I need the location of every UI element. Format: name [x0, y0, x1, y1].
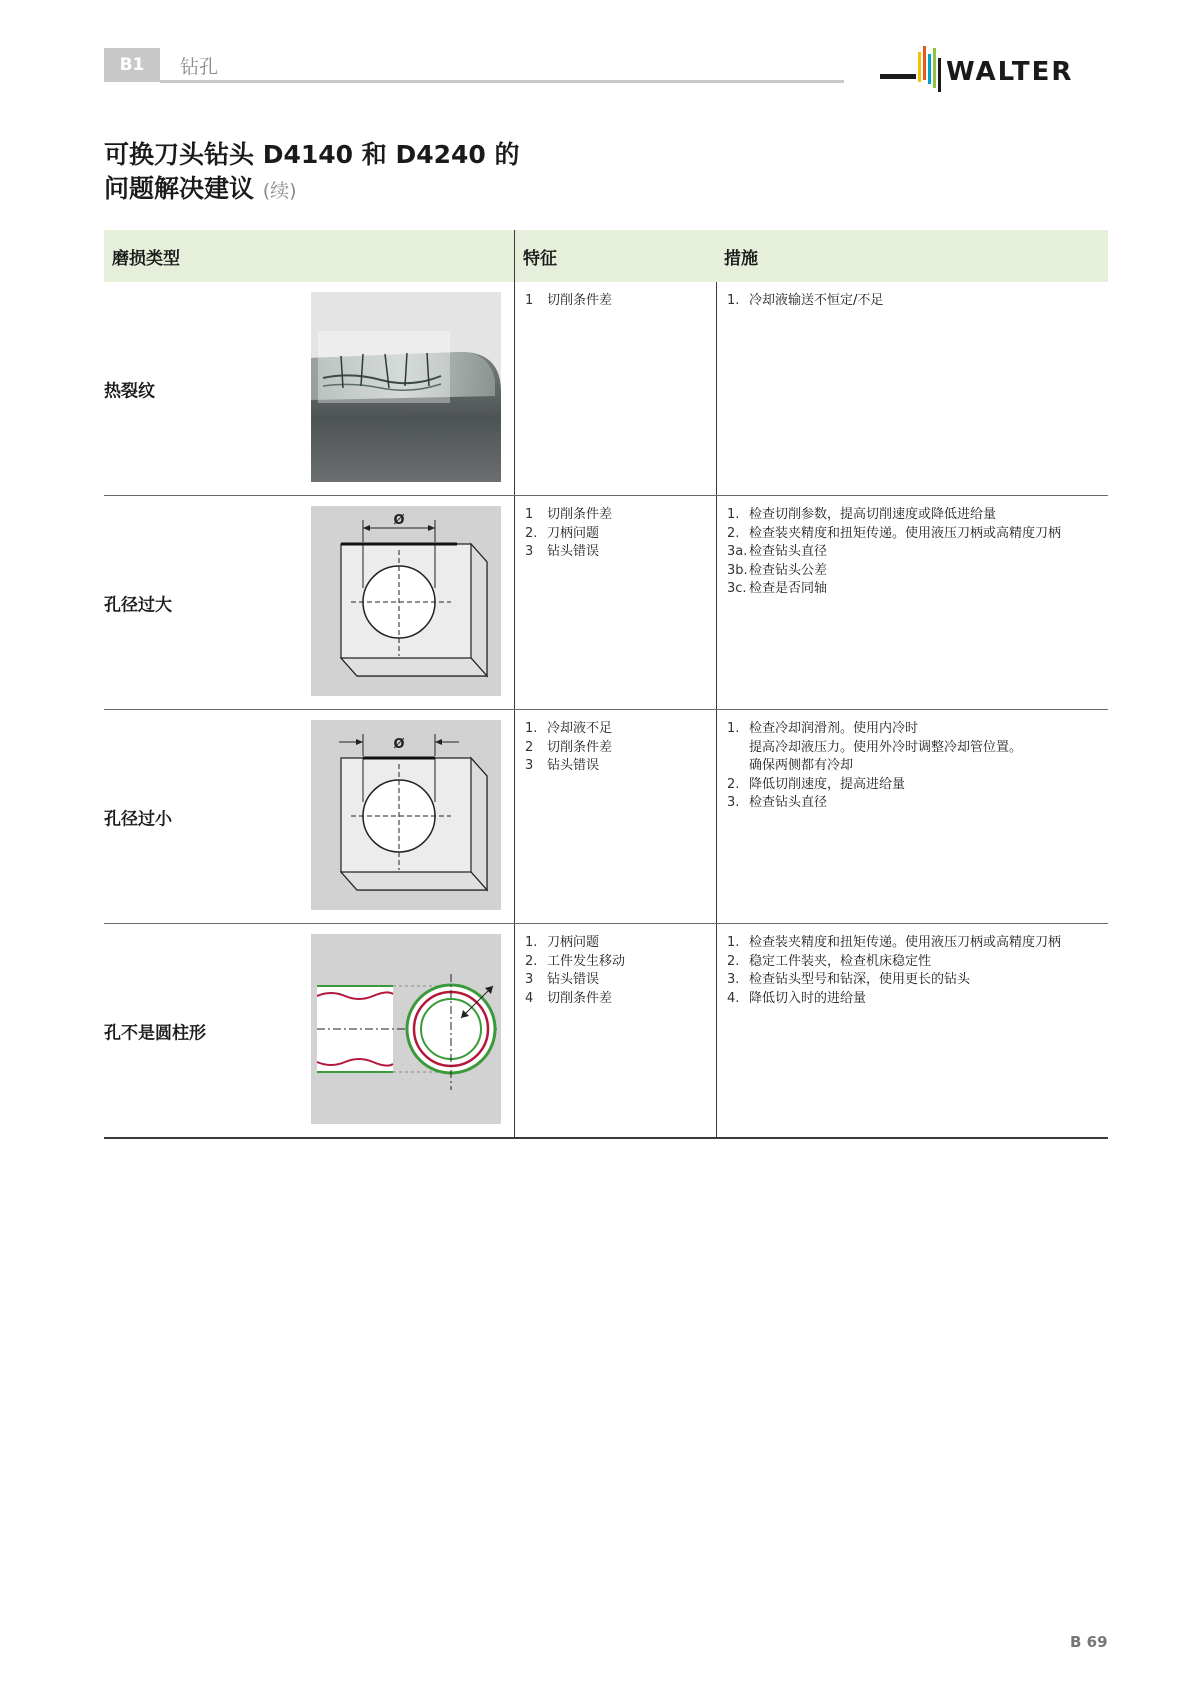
measure-cell [716, 282, 1109, 495]
measure-list [727, 720, 1022, 813]
diameter-label: Ø [393, 513, 405, 528]
list-item: 2 切削条件差 [525, 739, 613, 755]
list-item: 4 切削条件差 [525, 990, 613, 1006]
list-item: 2. 稳定工件装夹，检查机床稳定性 [727, 953, 932, 969]
feature-cell [514, 924, 717, 1137]
list-item: 2. 刀柄问题 [525, 525, 600, 541]
header-measure: 措施 [724, 248, 758, 269]
list-item: 提高冷却液压力。使用外冷时调整冷却管位置。 [749, 739, 1023, 755]
header-rule [160, 80, 844, 83]
oversized-hole-diagram [311, 506, 501, 696]
list-item: 1. 冷却液不足 [525, 721, 613, 736]
page-header [104, 48, 844, 82]
wear-type-cell [104, 710, 514, 923]
wear-type-name: 孔不是圆柱形 [104, 1023, 206, 1043]
list-item: 1 切削条件差 [525, 293, 613, 308]
list-item: 1. 刀柄问题 [525, 935, 600, 950]
measure-list [727, 506, 1061, 599]
list-item: 3b. 检查钻头公差 [727, 562, 828, 578]
wear-type-cell [104, 924, 514, 1137]
title-continued: (续) [262, 180, 297, 202]
wear-type-name: 孔径过大 [104, 595, 172, 615]
list-item: 3 钻头错误 [525, 544, 600, 559]
feature-list [525, 506, 612, 562]
list-item: 3. 检查钻头型号和钻深，使用更长的钻头 [727, 972, 971, 987]
measure-cell [716, 924, 1109, 1137]
undersized-hole-diagram [311, 720, 501, 910]
feature-list [525, 292, 612, 311]
measure-cell [716, 710, 1109, 923]
list-item: 3a. 检查钻头直径 [727, 544, 828, 559]
thermal-crack-photo [311, 292, 501, 482]
troubleshooting-table [104, 230, 1108, 1139]
table-row [104, 496, 1108, 710]
page-title [104, 138, 519, 208]
list-item: 3 钻头错误 [525, 758, 600, 773]
title-line-2-text: 问题解决建议 [104, 174, 255, 203]
section-code-badge: B1 [104, 48, 160, 82]
list-item: 1. 检查冷却润滑剂。使用内冷时 [727, 721, 919, 736]
list-item: 3. 检查钻头直径 [727, 795, 828, 810]
section-title: 钻孔 [180, 56, 219, 78]
list-item: 3c. 检查是否同轴 [727, 581, 828, 596]
measure-list [727, 292, 883, 311]
list-item: 2. 降低切削速度，提高进给量 [727, 776, 906, 792]
feature-cell [514, 496, 717, 709]
walter-logo [880, 44, 1108, 104]
logo-text: WALTER [946, 57, 1074, 87]
non-cylindrical-hole-diagram [311, 934, 501, 1124]
wear-type-name: 孔径过小 [104, 809, 172, 829]
title-line-1: 可换刀头钻头 D4140 和 D4240 的 [104, 140, 520, 169]
measure-cell [716, 496, 1109, 709]
list-item: 1. 检查切削参数，提高切削速度或降低进给量 [727, 507, 997, 522]
wear-type-name: 热裂纹 [104, 381, 155, 401]
page-number: B 69 [1070, 1633, 1108, 1651]
list-item: 1. 冷却液输送不恒定/不足 [727, 293, 884, 308]
list-item: 1 切削条件差 [525, 507, 613, 522]
list-item: 3 钻头错误 [525, 972, 600, 987]
list-item: 1. 检查装夹精度和扭矩传递。使用液压刀柄或高精度刀柄 [727, 935, 1062, 950]
feature-cell [514, 710, 717, 923]
feature-list [525, 934, 625, 1008]
feature-cell [514, 282, 717, 495]
list-item: 2. 工件发生移动 [525, 953, 626, 969]
table-row [104, 924, 1108, 1139]
header-wear-type: 磨损类型 [112, 248, 180, 269]
wear-type-cell [104, 496, 514, 709]
list-item: 4. 降低切入时的进给量 [727, 990, 867, 1006]
header-feature: 特征 [514, 230, 716, 282]
table-row [104, 282, 1108, 496]
list-item: 2. 检查装夹精度和扭矩传递。使用液压刀柄或高精度刀柄 [727, 525, 1062, 541]
wear-type-cell [104, 282, 514, 495]
measure-list [727, 934, 1061, 1008]
table-row [104, 710, 1108, 924]
list-item: 确保两侧都有冷却 [749, 758, 854, 773]
table-header [104, 230, 1108, 282]
diameter-label: Ø [393, 737, 405, 752]
feature-list [525, 720, 612, 776]
title-line-2 [104, 172, 519, 208]
